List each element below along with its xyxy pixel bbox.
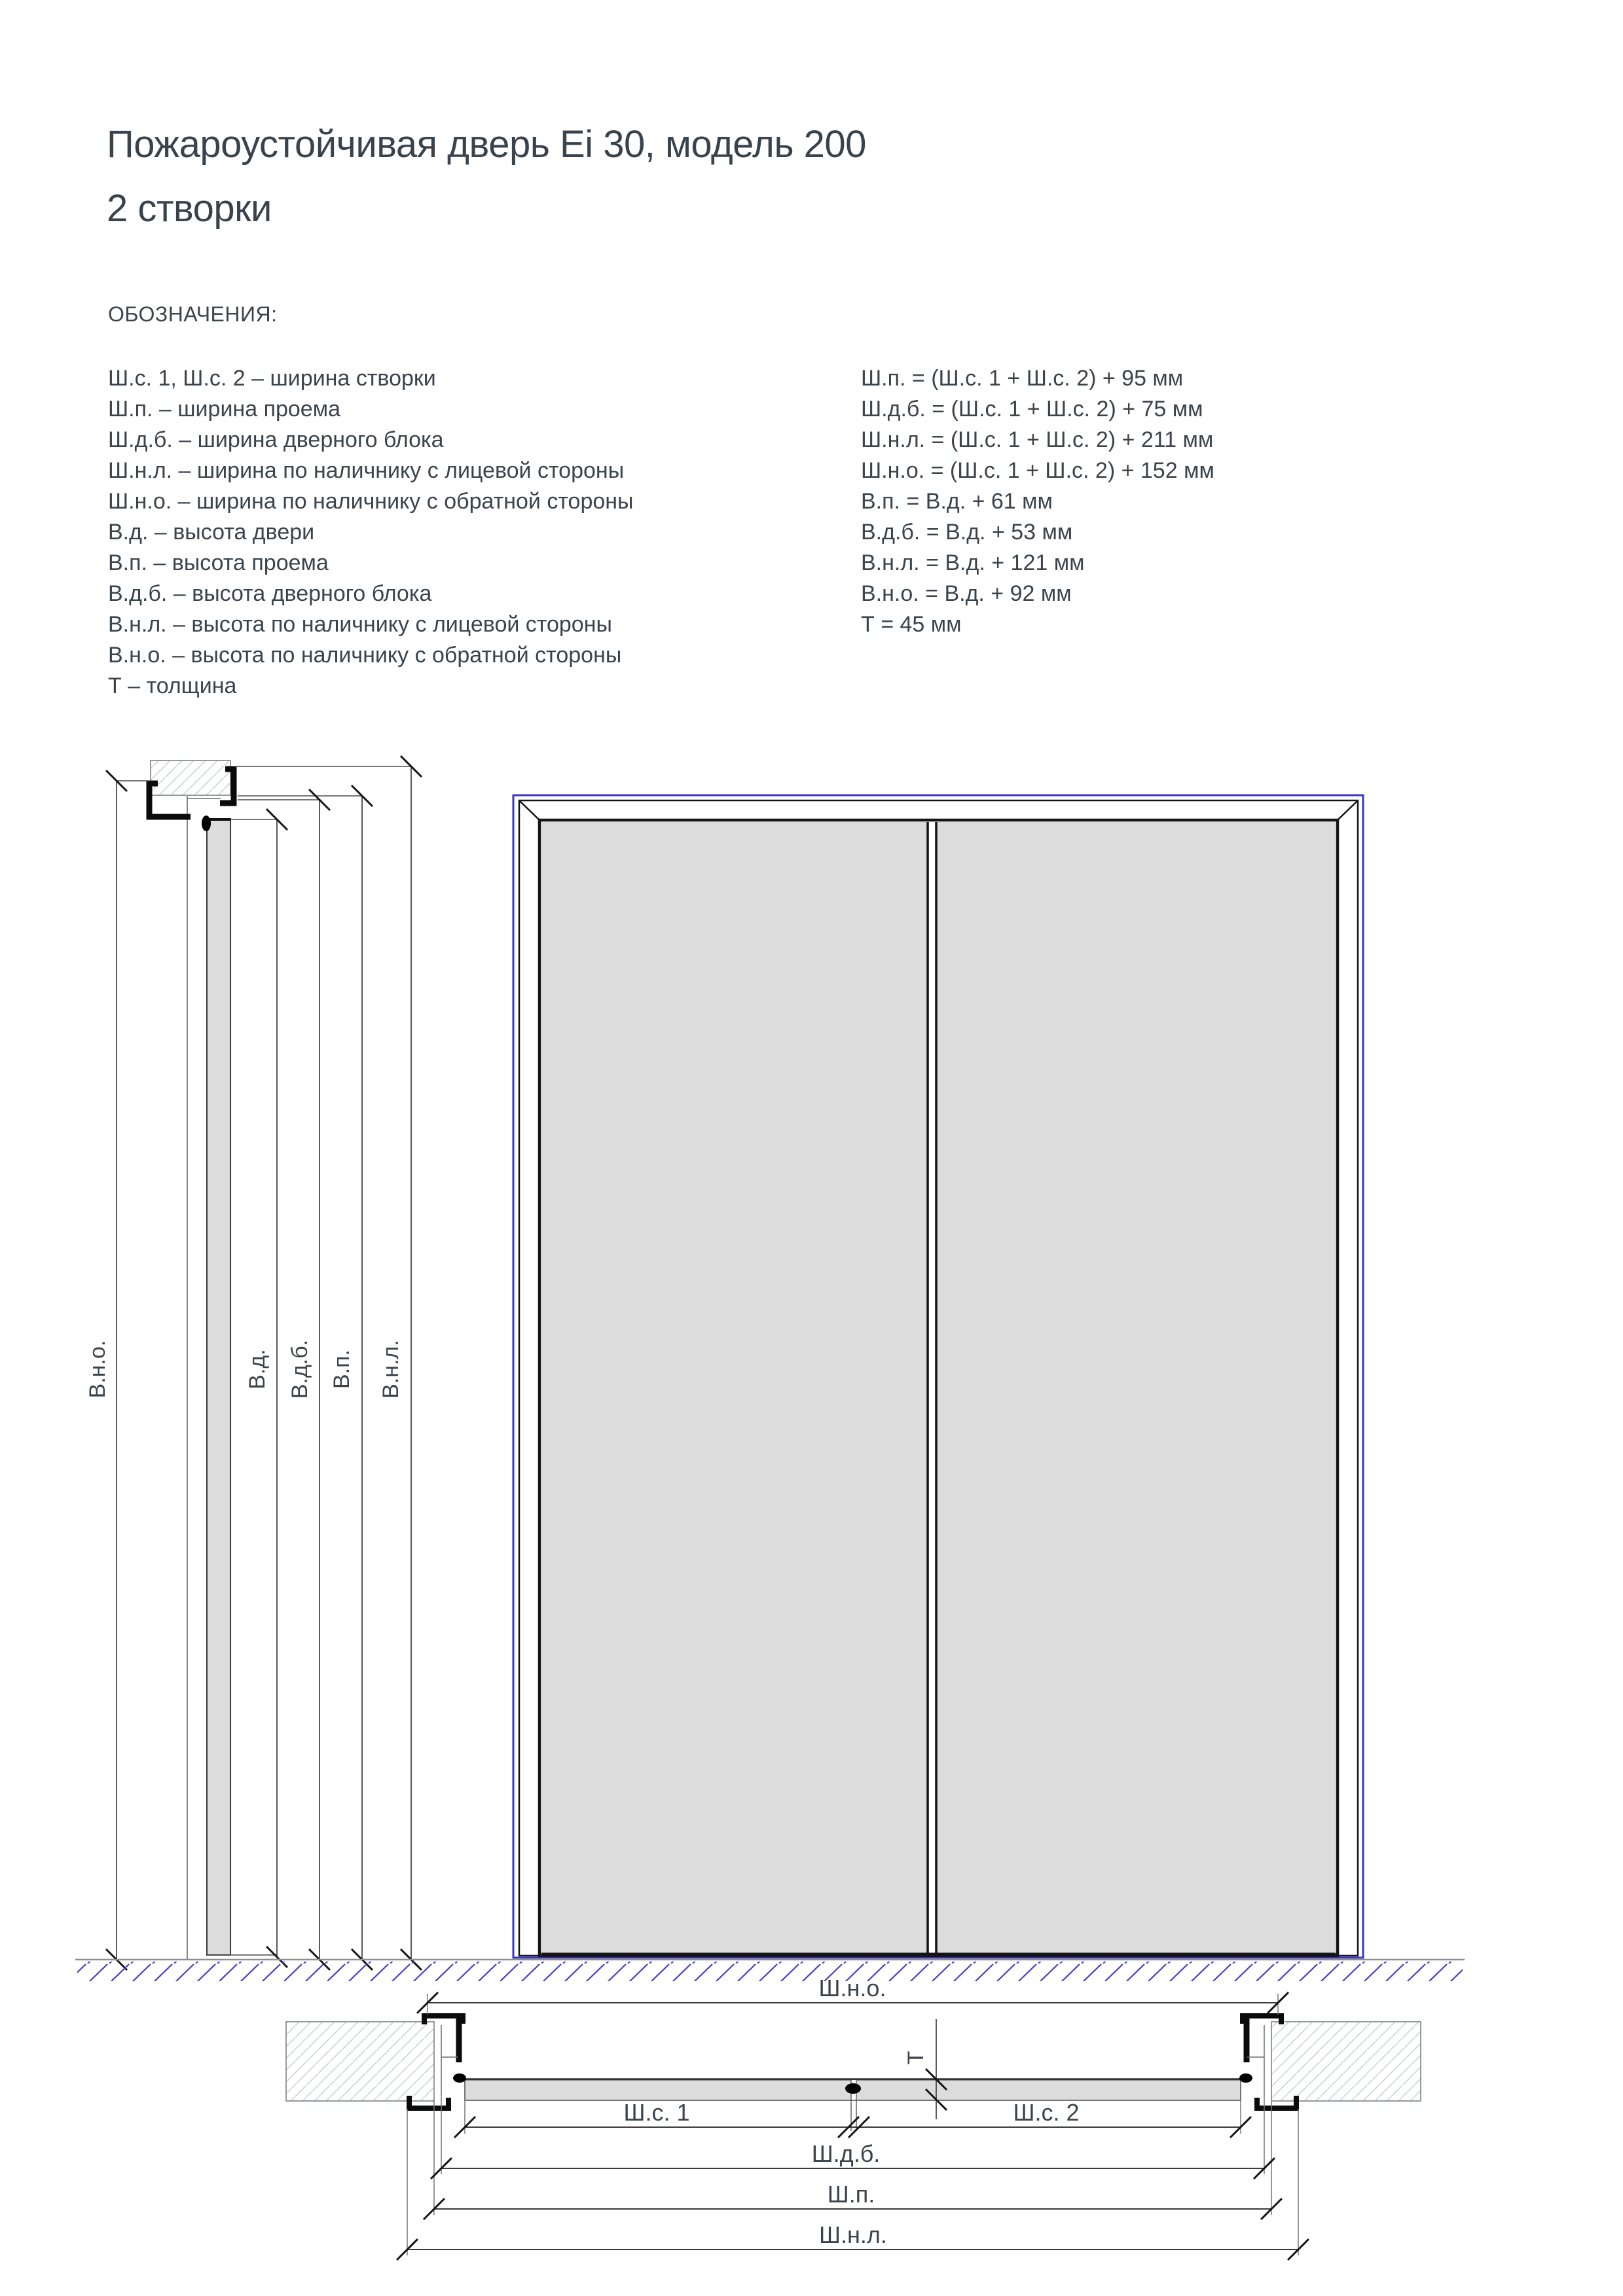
page-title-line2: 2 створки: [107, 187, 272, 230]
legend-item: Ш.д.б. – ширина дверного блока: [108, 427, 444, 452]
dim-label-shno: Ш.н.о.: [818, 1975, 886, 2001]
legend-formula: Ш.д.б. = (Ш.с. 1 + Ш.с. 2) + 75 мм: [861, 397, 1203, 422]
side-section-view: [85, 756, 422, 1970]
legend-formula: Т = 45 мм: [861, 612, 962, 637]
legend-heading: ОБОЗНАЧЕНИЯ:: [108, 302, 278, 326]
legend-item: В.п. – высота проема: [108, 550, 329, 575]
dim-label-vp: В.п.: [329, 1350, 354, 1389]
dim-label-shnl: Ш.н.л.: [819, 2221, 887, 2248]
legend-item: Т – толщина: [108, 673, 237, 698]
ground-hatch: [77, 1962, 1463, 1981]
legend-formula: Ш.н.о. = (Ш.с. 1 + Ш.с. 2) + 152 мм: [861, 458, 1214, 483]
dim-label-t: Т: [903, 2051, 928, 2065]
legend-item: Ш.н.л. – ширина по наличнику с лицевой стороны: [108, 458, 625, 483]
legend-item: Ш.с. 1, Ш.с. 2 – ширина створки: [108, 366, 436, 391]
legend-formula: В.д.б. = В.д. + 53 мм: [861, 520, 1073, 545]
legend-formula: В.н.о. = В.д. + 92 мм: [861, 581, 1072, 606]
door-leaf-section: [207, 819, 230, 1955]
wall-section-left: [286, 2022, 434, 2101]
plan-dimension-ticks: [397, 1992, 1309, 2260]
plan-section-view: [286, 1975, 1421, 2260]
page-title-line1: Пожароустойчивая дверь Ei 30, модель 200: [107, 123, 866, 166]
legend-item: В.н.л. – высота по наличнику с лицевой стороны: [108, 612, 612, 637]
thickness-dimension: [903, 2019, 947, 2119]
legend-item: В.н.о. – высота по наличнику с обратной стороны: [108, 643, 622, 668]
wall-section-right: [1271, 2022, 1421, 2101]
legend-item: Ш.п. – ширина проема: [108, 397, 340, 422]
legend-formula: Ш.н.л. = (Ш.с. 1 + Ш.с. 2) + 211 мм: [861, 427, 1214, 452]
dim-label-vd: В.д.: [245, 1349, 270, 1390]
dim-label-shs1: Ш.с. 1: [623, 2099, 690, 2126]
ground-line: [75, 1960, 1465, 1981]
wall-lintel-section: [151, 761, 230, 795]
legend-item: В.д.б. – высота дверного блока: [108, 581, 432, 606]
legend-item: В.д. – высота двери: [108, 520, 315, 545]
horizontal-dimension-lines: [407, 2003, 1298, 2250]
dim-label-shp: Ш.п.: [827, 2181, 875, 2208]
dim-label-shs2: Ш.с. 2: [1013, 2099, 1080, 2126]
legend-formula: В.п. = В.д. + 61 мм: [861, 489, 1053, 514]
legend-formula: В.н.л. = В.д. + 121 мм: [861, 550, 1085, 575]
front-view: [513, 795, 1364, 1959]
dim-label-vnl: В.н.л.: [378, 1340, 403, 1399]
dim-label-vno: В.н.о.: [85, 1340, 110, 1399]
dim-label-shdb: Ш.д.б.: [811, 2140, 881, 2167]
seal-dot-center: [845, 2083, 861, 2094]
legend-item: Ш.н.о. – ширина по наличнику с обратной стороны: [108, 489, 634, 514]
legend-formula: Ш.п. = (Ш.с. 1 + Ш.с. 2) + 95 мм: [861, 366, 1184, 391]
door-leaves-front: [541, 822, 1336, 1954]
dim-label-vdb: В.д.б.: [287, 1339, 312, 1399]
seal-dot: [202, 816, 211, 831]
